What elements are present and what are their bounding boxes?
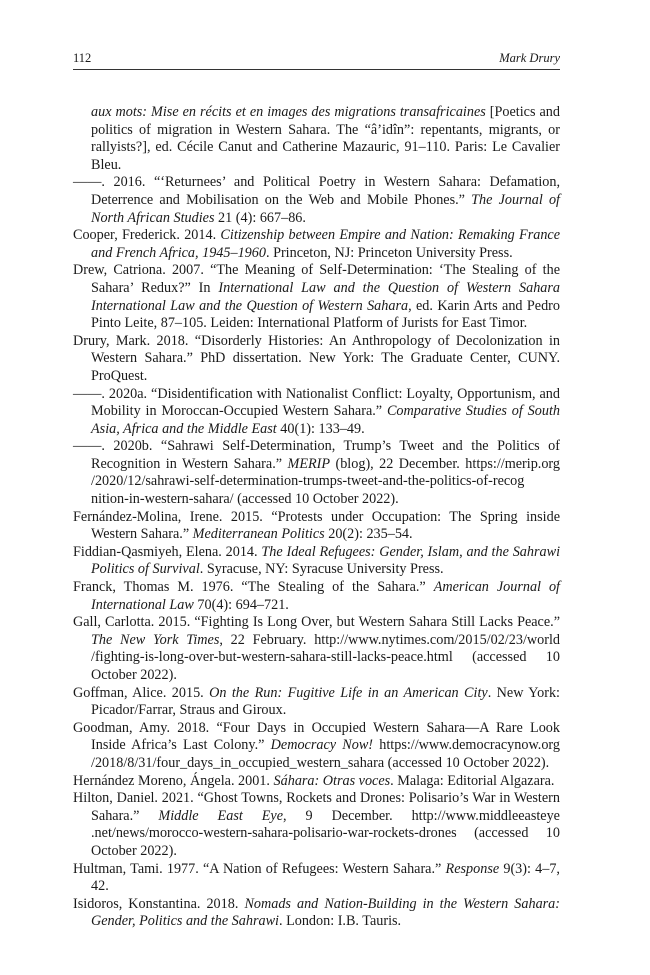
reference-entry [73, 509, 560, 544]
reference-title-italic: American Journal of International Law [91, 579, 560, 613]
reference-title-italic: Nomads and Nation-Building in the Western Sahara: Gender, Politics and the Sahrawi [91, 895, 560, 930]
reference-text: https://www.democracynow.org /2018/8/31/four_days_in_occupied_western_sahara (accessed 10 October 2022). [91, 737, 560, 771]
reference-entry [73, 262, 560, 332]
reference-title-italic: On the Run: Fugitive Life in an American City [209, 684, 488, 701]
reference-title-italic: Comparative Studies of South Asia, Africa and the Middle East [91, 403, 560, 437]
running-header [73, 51, 560, 70]
reference-text: Franck, Thomas M. 1976. “The Stealing of the Sahara.” [73, 579, 434, 596]
reference-text: . Malaga: Editorial Algazara. [390, 772, 555, 789]
reference-list [73, 104, 560, 931]
reference-text: 40(1): 133–49. [276, 420, 365, 437]
reference-text: [Poetics and politics of migration in Western Sahara. The “â’idîn”: repentants, migrants, or rallyists?], ed. Cécile Canut and Catherine Mazauric, 91–110. Paris: Le Cavalier Bleu. [91, 104, 560, 173]
reference-title-italic: Citizenship between Empire and Nation: Remaking France and French Africa, 1945–1960 [91, 227, 561, 261]
reference-text: . Syracuse, NY: Syracuse University Press. [199, 561, 444, 578]
reference-title-italic: Democracy Now! [270, 737, 374, 754]
reference-title-italic: aux mots: Mise en récits et en images des migrations transafricaines [91, 104, 486, 120]
reference-entry [73, 614, 560, 684]
reference-text: Gall, Carlotta. 2015. “Fighting Is Long Over, but Western Sahara Still Lacks Peace.” [73, 614, 560, 631]
reference-text: Fernández-Molina, Irene. 2015. “Protests under Occupation: The Spring inside Western Sahara.” [73, 508, 560, 543]
reference-entry [73, 104, 560, 174]
reference-entry [73, 438, 560, 508]
reference-title-italic: The Journal of North African Studies [91, 191, 560, 226]
running-head-author: Mark Drury [499, 51, 560, 65]
reference-text: 20(2): 235–54. [324, 526, 413, 543]
reference-text: ——. 2020a. “Disidentification with Nationalist Conflict: Loyalty, Opportunism, and Mobility in Moroccan-Occupied Western Sahara.” [73, 385, 560, 420]
reference-text: Drew, Catriona. 2007. “The Meaning of Self-Determination: ‘The Stealing of the Sahara’ Redux?” In [73, 262, 560, 296]
reference-text: Cooper, Frederick. 2014. [73, 227, 221, 244]
reference-text: . New York: Picador/Farrar, Straus and Giroux. [91, 684, 560, 719]
reference-text: . London: I.B. Tauris. [278, 913, 402, 930]
reference-text: 70(4): 694–721. [193, 596, 289, 613]
reference-entry [73, 386, 560, 439]
reference-entry [73, 544, 560, 579]
reference-entry [73, 773, 560, 791]
reference-entry [73, 861, 560, 896]
reference-text: Isidoros, Konstantina. 2018. [73, 895, 245, 912]
reference-title-italic: The Ideal Refugees: Gender, Islam, and the Sahrawi Politics of Survival [91, 543, 561, 578]
reference-text: 21 (4): 667–86. [214, 209, 306, 226]
reference-entry [73, 579, 560, 614]
reference-text: Goffman, Alice. 2015. [73, 684, 210, 701]
reference-text: , ed. Karin Arts and Pedro Pinto Leite, 87–105. Leiden: International Platform of Jurists for East Timor. [91, 297, 560, 332]
reference-title-italic: Mediterranean Politics [192, 526, 325, 543]
reference-entry [73, 720, 560, 773]
reference-title-italic: Response [445, 860, 500, 877]
reference-title-italic: Sáhara: Otras voces [273, 772, 391, 789]
reference-text: ——. 2016. “‘Returnees’ and Political Poetry in Western Sahara: Defamation, Deterrence and Mobilisation on the Web and Mobile Phones.” [73, 174, 560, 208]
reference-title-italic: MERIP [287, 455, 331, 472]
reference-text: Fiddian-Qasmiyeh, Elena. 2014. [73, 543, 262, 560]
reference-text: (blog), 22 December. https://merip.org /2020/12/sahrawi-self-determination-trumps-tweet-and-the-politics-of-recog nition-in-western-sahara/ (accessed 10 October 2022). [91, 455, 560, 508]
reference-text: 9(3): 4–7, 42. [91, 860, 560, 895]
reference-text: , 9 December. http://www.middleeasteye .net/news/morocco-western-sahara-polisario-war-rockets-drones (accessed 10 October 2022). [91, 807, 560, 859]
reference-entry [73, 174, 560, 227]
reference-entry [73, 685, 560, 720]
reference-text: . Princeton, NJ: Princeton University Press. [265, 244, 513, 261]
reference-title-italic: International Law and the Question of Western Sahara International Law and the Question of Western Sahara [91, 279, 561, 314]
reference-text: ——. 2020b. “Sahrawi Self-Determination, Trump’s Tweet and the Politics of Recognition in Western Sahara.” [73, 438, 560, 472]
reference-text: Hultman, Tami. 1977. “A Nation of Refugees: Western Sahara.” [73, 860, 446, 877]
reference-text: Hernández Moreno, Ángela. 2001. [73, 772, 274, 789]
reference-entry [73, 896, 560, 931]
reference-text: Goodman, Amy. 2018. “Four Days in Occupied Western Sahara—A Rare Look Inside Africa’s Last Colony.” [73, 719, 560, 754]
reference-text: Drury, Mark. 2018. “Disorderly Histories: An Anthropology of Decolonization in Western Sahara.” PhD dissertation. New York: The Graduate Center, CUNY. ProQuest. [73, 332, 560, 384]
reference-entry [73, 227, 560, 262]
page-number: 112 [73, 51, 92, 65]
reference-entry [73, 790, 560, 860]
reference-entry [73, 333, 560, 386]
reference-title-italic: The New York Times [91, 631, 220, 648]
reference-text: , 22 February. http://www.nytimes.com/2015/02/23/world /fighting-is-long-over-but-western-sahara-still-lacks-peace.html (accessed 10 October 2022). [91, 631, 560, 683]
reference-text: Hilton, Daniel. 2021. “Ghost Towns, Rockets and Drones: Polisario’s War in Western Sahara.” [73, 790, 560, 824]
reference-title-italic: Middle East Eye [158, 807, 283, 824]
